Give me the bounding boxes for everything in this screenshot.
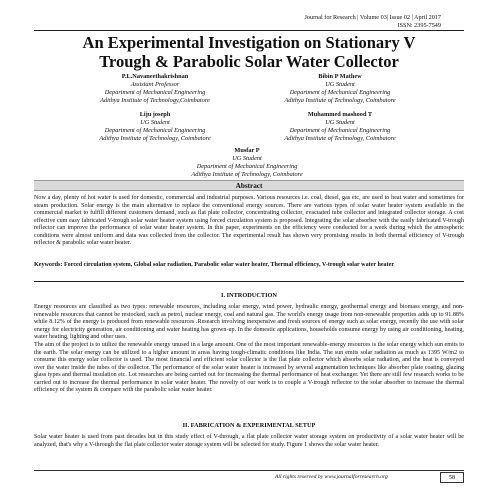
author-block (162, 147, 332, 179)
paper-title (34, 33, 464, 71)
author-role: UG Student (232, 155, 262, 162)
author-dept: Department of Mechanical Engineering (196, 163, 298, 170)
page-number: 58 (440, 472, 464, 483)
abstract-heading-bar (34, 180, 464, 191)
fabrication-paragraph-1: Solar water heater is used from past decades but in this study effect of V-through, a flat plate collector water storage system on productivity of a solar water heater will be analyzed, that's why a V-through the flat plate collector water storage system will be selected for study. Figure 1 shows the solar water heater. (34, 434, 464, 448)
abstract-text: Now a day, plenty of hot water is used for domestic, commercial and industrial purposes. Various resources i.e. coal, diesel, gas etc, are used to heat water and sometimes for steam production. Solar energy is the main alternative to replace the conventional energy sources. There are various types of solar water heater system available in the commercial market to fulfill different customers demand, such as flat plate collector, concentrating collector, evacuated tube collector and integrated collector storage. A cost effective cum easy fabricated V-trough solar water heater system using forced circulation system is proposed. Integrating the solar absorber with the easily fabricated V-trough reflector can improve the performance of solar water heater system. In this paper, experiments on the efficiency were conducted for a week during which the atmospheric conditions were almost uniform and data was collected from the collector. The experimental result has shown very promising results in both thermal efficiency of V-trough reflector & parabolic solar water heater. (34, 195, 464, 246)
author-role: UG Student (325, 81, 355, 88)
author-name: P.L.Navaneethakrishnan (121, 73, 189, 80)
author-name: Muhammed mashood T (307, 111, 373, 118)
author-block (255, 111, 425, 143)
author-block (70, 73, 240, 105)
title-line-2: Trough & Parabolic Solar Water Collector (99, 52, 399, 71)
author-dept: Department of Mechanical Engineering (104, 127, 206, 134)
author-dept: Department of Mechanical Engineering (289, 89, 391, 96)
header-rule (34, 30, 464, 31)
author-role: UG Student (325, 119, 355, 126)
abstract-heading: Abstract (235, 182, 263, 190)
author-role: UG Student (140, 119, 170, 126)
footer-rule (34, 470, 464, 471)
section-heading-introduction: I. INTRODUCTION (221, 292, 277, 299)
intro-paragraph-1: Energy resources are classified as two types: renewable resources, including solar energy, wind power, hydraulic energy, geothermal energy and biomass energy, and non-renewable resources that cannot be restocked, such as petrol, nuclear energy, coal and natural gas. The world's energy usage from non-renewable properties adds up to 91.88% while 8.12% of the energy is produced from renewable resources .Research involving inexpensive and fresh sources of energy such as solar energy, recently the use with solar energy for electricity generation, air conditioning and water heating has grown-up. In the domestic applications, households consume energy by using air conditioning, heating, water heating, lighting and other uses. (34, 304, 464, 340)
author-name: Bibin P Mathew (318, 73, 362, 80)
section-heading-fabrication: II. FABRICATION & EXPERIMENTAL SETUP (182, 422, 316, 429)
author-name: Musfar P (234, 147, 260, 154)
author-dept: Department of Mechanical Engineering (289, 127, 391, 134)
intro-paragraph-2: The aim of the project is to utilize the renewable energy unused in a large amount. One of the most important renewable-energy resources is the solar energy which sun emits to the earth. The solar energy can be utilized to a higher amount in areas having tough-climatic conditions like India. The sun emits solar radiation as much as 1395 W/m2 to consume this energy solar collector is used. The most financial and efficient solar collector is the flat plate collector which absorbs solar radiation, and the heat is conveyed over the water inside the tubes of the collector. The performance of the solar water heater is increased by several augmentation techniques like absorber plate coating, glazing glass types and thermal insulation etc. Lot researches are being carried out for increasing the thermal performance of heat exchanger. Yet there are still few research works to be carried out to increase the thermal performance in solar water heater. The novelty of our work is to couple a V-trough reflector to the solar absorber to increase the thermal efficiency of the system & compare with the parabolic solar water heater. (34, 342, 464, 393)
author-dept: Department of Mechanical Engineering (104, 89, 206, 96)
author-inst: Adithya Institute of Technology,Coimbatore (100, 97, 210, 104)
issn: ISSN: 2395-7549 (397, 22, 441, 29)
footer-rights: All rights reserved by www.journalforresearch.org (275, 474, 388, 480)
author-role: Assistant Professor (130, 81, 180, 88)
journal-line: Journal for Research | Volume 03| Issue 02 | April 2017 (304, 14, 441, 21)
abstract-rule (34, 281, 464, 282)
author-inst: Adithya Institute of Technology, Coimbatore (284, 97, 396, 104)
author-block (70, 111, 240, 143)
author-inst: Adithya Institute of Technology, Coimbatore (191, 171, 303, 178)
author-inst: Adithya Institute of Technology, Coimbatore (99, 135, 211, 142)
author-inst: Adithya Institute of Technology, Coimbatore (284, 135, 396, 142)
author-name: Liju joseph (139, 111, 171, 118)
title-line-1: An Experimental Investigation on Stationary V (82, 33, 416, 52)
keywords: Keywords: Forced circulation system, Global solar radiation, Parabolic solar water heater, Thermal efficiency, V-trough solar water heater (34, 262, 395, 268)
author-block (255, 73, 425, 105)
journal-header (305, 14, 442, 30)
